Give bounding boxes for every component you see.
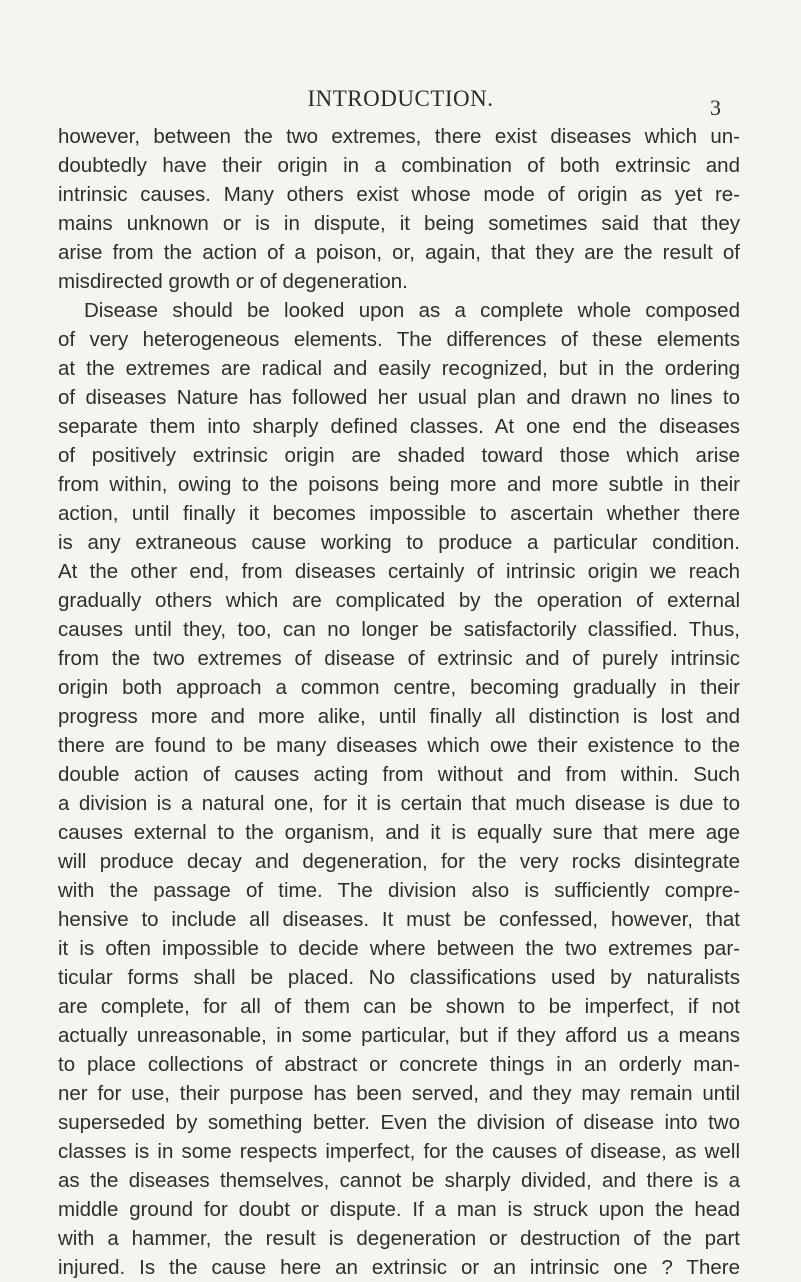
text-line: intrinsic causes. Many others exist whose mode of origin as yet re-	[58, 183, 740, 206]
text-line: with the passage of time. The division also is sufficiently compre-	[58, 879, 740, 902]
text-line: of positively extrinsic origin are shaded toward those which arise	[58, 444, 740, 467]
text-line: hensive to include all diseases. It must be confessed, however, that	[58, 908, 740, 931]
text-line: there are found to be many diseases which owe their existence to the	[58, 734, 740, 757]
text-line: misdirected growth or of degeneration.	[58, 270, 408, 293]
text-line: gradually others which are complicated by the operation of external	[58, 589, 740, 612]
text-line: double action of causes acting from without and from within. Such	[58, 763, 740, 786]
text-line: progress more and more alike, until finally all distinction is lost and	[58, 705, 740, 728]
text-line: it is often impossible to decide where between the two extremes par-	[58, 937, 740, 960]
text-line: are complete, for all of them can be shown to be imperfect, if not	[58, 995, 740, 1018]
text-line: doubtedly have their origin in a combination of both extrinsic and	[58, 154, 740, 177]
text-line: causes external to the organism, and it is equally sure that mere age	[58, 821, 740, 844]
text-line: Disease should be looked upon as a complete whole composed	[84, 299, 740, 322]
text-line: a division is a natural one, for it is certain that much disease is due to	[58, 792, 740, 815]
text-line: actually unreasonable, in some particular, but if they afford us a means	[58, 1024, 740, 1047]
text-line: injured. Is the cause here an extrinsic or an intrinsic one ? There	[58, 1256, 740, 1279]
text-line: causes until they, too, can no longer be satisfactorily classified. Thus,	[58, 618, 740, 641]
text-line: of very heterogeneous elements. The differences of these elements	[58, 328, 740, 351]
text-line: with a hammer, the result is degeneration or destruction of the part	[58, 1227, 740, 1250]
text-line: origin both approach a common centre, becoming gradually in their	[58, 676, 740, 699]
text-line: however, between the two extremes, there exist diseases which un-	[58, 125, 740, 148]
text-line: from within, owing to the poisons being more and more subtle in their	[58, 473, 740, 496]
text-line: arise from the action of a poison, or, again, that they are the result of	[58, 241, 740, 264]
text-line: of diseases Nature has followed her usual plan and drawn no lines to	[58, 386, 740, 409]
text-line: will produce decay and degeneration, for the very rocks disintegrate	[58, 850, 740, 873]
text-line: classes is in some respects imperfect, for the causes of disease, as well	[58, 1140, 740, 1163]
body-text	[58, 122, 740, 1282]
running-head: INTRODUCTION.	[307, 86, 494, 111]
text-line: separate them into sharply defined classes. At one end the diseases	[58, 415, 740, 438]
page-number: 3	[710, 95, 721, 120]
text-line: At the other end, from diseases certainly of intrinsic origin we reach	[58, 560, 740, 583]
text-line: as the diseases themselves, cannot be sharply divided, and there is a	[58, 1169, 740, 1192]
text-line: middle ground for doubt or dispute. If a man is struck upon the head	[58, 1198, 740, 1221]
text-line: ticular forms shall be placed. No classifications used by naturalists	[58, 966, 740, 989]
text-line: is any extraneous cause working to produce a particular condition.	[58, 531, 740, 554]
text-line: to place collections of abstract or concrete things in an orderly man-	[58, 1053, 740, 1076]
text-line: ner for use, their purpose has been served, and they may remain until	[58, 1082, 740, 1105]
text-line: action, until finally it becomes impossible to ascertain whether there	[58, 502, 740, 525]
text-line: superseded by something better. Even the division of disease into two	[58, 1111, 740, 1134]
text-line: at the extremes are radical and easily recognized, but in the ordering	[58, 357, 740, 380]
text-line: mains unknown or is in dispute, it being sometimes said that they	[58, 212, 740, 235]
text-line: from the two extremes of disease of extrinsic and of purely intrinsic	[58, 647, 740, 670]
